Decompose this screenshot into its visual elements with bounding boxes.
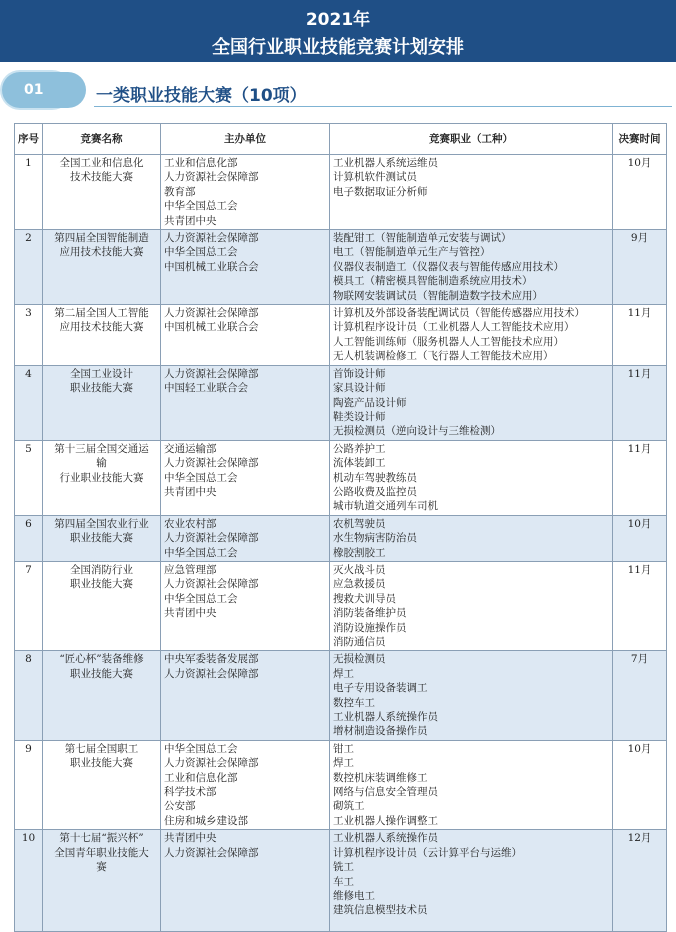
cell-host-units-line: 科学技术部 (164, 786, 217, 799)
col-header-name: 竞赛名称 (43, 124, 161, 155)
cell-host-units-line: 人力资源社会保障部 (164, 578, 259, 591)
cell-host-units-line: 中华全国总工会 (164, 246, 238, 259)
col-header-host: 主办单位 (161, 124, 330, 155)
cell-competition-jobs-line: 物联网安装调试员（智能制造数字技术应用） (333, 289, 543, 302)
cell-final-time: 10月 (613, 740, 667, 829)
cell-host-units-line: 共青团中央 (164, 607, 217, 620)
cell-final-time: 11月 (613, 305, 667, 366)
cell-competition-jobs-line: 砌筑工 (333, 800, 365, 813)
cell-host-units-line: 人力资源社会保障部 (164, 846, 259, 859)
cell-index: 6 (15, 515, 43, 561)
cell-host-units-line: 人力资源社会保障部 (164, 457, 259, 470)
cell-competition-name-line: 全国工业设计 (70, 367, 133, 380)
cell-host-units-line: 中央军委装备发展部 (164, 653, 259, 666)
cell-competition-jobs (330, 365, 613, 440)
cell-competition-jobs (330, 561, 613, 650)
cell-host-units-line: 共青团中央 (164, 485, 217, 498)
cell-host-units (161, 515, 330, 561)
competition-table (14, 123, 667, 932)
cell-host-units (161, 740, 330, 829)
cell-competition-name-line: 职业技能大赛 (70, 532, 133, 545)
cell-competition-jobs (330, 440, 613, 515)
cell-competition-jobs-line: 仪器仪表制造工（仪器仪表与智能传感应用技术） (333, 260, 564, 273)
cell-final-time: 7月 (613, 651, 667, 740)
cell-competition-jobs (330, 830, 613, 932)
cell-host-units-line: 中华全国总工会 (164, 742, 238, 755)
cell-competition-name (43, 440, 161, 515)
cell-competition-name-line: 第七届全国职工 (64, 742, 139, 755)
section-underline (94, 106, 672, 107)
section-header (0, 72, 676, 112)
cell-competition-name-line: 第十三届全国交通运 (54, 442, 149, 455)
cell-host-units-line: 中国机械工业联合会 (164, 260, 259, 273)
cell-host-units-line: 住房和城乡建设部 (164, 814, 248, 827)
cell-host-units-line: 人力资源社会保障部 (164, 232, 259, 245)
cell-host-units-line: 中华全国总工会 (164, 471, 238, 484)
header-banner (0, 0, 676, 62)
cell-competition-jobs-line: 车工 (333, 875, 354, 888)
cell-host-units-line: 人力资源社会保障部 (164, 171, 259, 184)
cell-competition-jobs-line: 模具工（精密模具智能制造系统应用技术） (333, 275, 533, 288)
cell-competition-name-line: 应用技术技能大赛 (59, 321, 144, 334)
cell-competition-jobs-line: 计算机及外部设备装配调试员（智能传感器应用技术） (333, 307, 585, 320)
cell-competition-name-line: 全国工业和信息化 (59, 157, 144, 169)
cell-index: 9 (15, 740, 43, 829)
table-row (15, 440, 667, 515)
cell-competition-jobs (330, 155, 613, 230)
cell-competition-name (43, 155, 161, 230)
cell-index: 2 (15, 230, 43, 305)
cell-competition-jobs-line: 工业机器人操作调整工 (333, 814, 438, 827)
cell-final-time: 11月 (613, 440, 667, 515)
cell-final-time: 11月 (613, 365, 667, 440)
cell-competition-jobs (330, 230, 613, 305)
col-header-jobs: 竞赛职业（工种） (330, 124, 613, 155)
cell-competition-name-line: 第四届全国智能制造 (54, 232, 149, 245)
cell-host-units (161, 365, 330, 440)
cell-index: 10 (15, 830, 43, 932)
table-row (15, 155, 667, 230)
cell-host-units (161, 561, 330, 650)
cell-competition-jobs-line: 钳工 (333, 742, 354, 755)
cell-index: 7 (15, 561, 43, 650)
cell-host-units-line: 中华全国总工会 (164, 546, 238, 559)
cell-host-units-line: 中华全国总工会 (164, 592, 238, 605)
cell-competition-name-line: 职业技能大赛 (70, 382, 133, 395)
cell-competition-jobs-line: 机动车驾驶教练员 (333, 471, 417, 484)
cell-host-units (161, 830, 330, 932)
cell-competition-jobs-line: 工业机器人系统操作员 (333, 832, 438, 845)
cell-competition-jobs-line: 灭火战斗员 (333, 563, 386, 576)
year-title: 2021年 (305, 10, 371, 30)
cell-host-units-line: 人力资源社会保障部 (164, 367, 259, 380)
table-row (15, 561, 667, 650)
col-header-final-time: 决赛时间 (613, 124, 667, 155)
cell-host-units-line: 人力资源社会保障部 (164, 667, 259, 680)
cell-competition-name-line: 技术技能大赛 (70, 171, 133, 184)
cell-competition-jobs-line: 家具设计师 (333, 382, 386, 395)
cell-competition-name (43, 740, 161, 829)
cell-competition-jobs (330, 305, 613, 366)
cell-host-units (161, 651, 330, 740)
cell-competition-name (43, 830, 161, 932)
cell-index: 8 (15, 651, 43, 740)
cell-competition-name-line: 职业技能大赛 (70, 667, 133, 680)
cell-competition-name-line: 应用技术技能大赛 (59, 246, 144, 259)
cell-competition-jobs-line: 装配钳工（智能制造单元安装与调试） (333, 232, 512, 245)
cell-competition-name-line: 第二届全国人工智能 (54, 307, 149, 320)
cell-competition-jobs-line: 应急救援员 (333, 578, 386, 591)
cell-competition-name-line: 全国消防行业 (70, 563, 133, 576)
cell-competition-jobs-line: 消防装备维护员 (333, 607, 407, 620)
cell-competition-jobs (330, 740, 613, 829)
cell-competition-name (43, 305, 161, 366)
table-row (15, 830, 667, 932)
cell-competition-jobs-line: 橡胶割胶工 (333, 546, 386, 559)
section-number: 01 (24, 82, 44, 98)
cell-host-units-line: 中国轻工业联合会 (164, 382, 248, 395)
cell-competition-jobs (330, 515, 613, 561)
cell-host-units-line: 人力资源社会保障部 (164, 532, 259, 545)
cell-competition-jobs-line: 计算机程序设计员（工业机器人人工智能技术应用） (333, 321, 575, 334)
cell-competition-name (43, 365, 161, 440)
cell-competition-name-line: 输 (96, 457, 107, 470)
competition-table-container (14, 123, 666, 932)
cell-host-units-line: 中华全国总工会 (164, 200, 238, 213)
cell-competition-jobs-line: 电子数据取证分析师 (333, 185, 428, 198)
cell-competition-jobs-line: 水生物病害防治员 (333, 532, 417, 545)
cell-competition-jobs-line: 无人机装调检修工（飞行器人工智能技术应用） (333, 350, 554, 363)
cell-host-units (161, 305, 330, 366)
cell-final-time: 10月 (613, 515, 667, 561)
cell-competition-jobs-line: 无损检测员 (333, 653, 386, 666)
cell-final-time: 11月 (613, 561, 667, 650)
cell-host-units-line: 工业和信息化部 (164, 157, 238, 169)
cell-competition-jobs-line: 消防通信员 (333, 636, 386, 648)
cell-competition-jobs-line: 增材制造设备操作员 (333, 725, 428, 738)
cell-competition-jobs-line: 焊工 (333, 667, 354, 680)
cell-host-units (161, 155, 330, 230)
cell-index: 3 (15, 305, 43, 366)
cell-host-units-line: 教育部 (164, 185, 196, 198)
cell-competition-name-line: 职业技能大赛 (70, 757, 133, 770)
cell-competition-name (43, 230, 161, 305)
cell-competition-jobs-line: 鞋类设计师 (333, 410, 386, 423)
cell-host-units-line: 农业农村部 (164, 517, 217, 530)
cell-competition-jobs-line: 电子专用设备装调工 (333, 682, 428, 695)
cell-competition-jobs-line: 流体装卸工 (333, 457, 386, 470)
cell-host-units-line: 工业和信息化部 (164, 771, 238, 784)
cell-competition-name (43, 515, 161, 561)
cell-competition-jobs-line: 维修电工 (333, 889, 375, 902)
cell-host-units-line: 共青团中央 (164, 832, 217, 845)
cell-competition-name-line: 第四届全国农业行业 (54, 517, 149, 530)
cell-competition-jobs-line: 陶瓷产品设计师 (333, 396, 407, 409)
cell-index: 4 (15, 365, 43, 440)
cell-competition-jobs-line: 数控车工 (333, 696, 375, 709)
col-header-index: 序号 (15, 124, 43, 155)
cell-host-units-line: 人力资源社会保障部 (164, 757, 259, 770)
cell-competition-jobs-line: 城市轨道交通列车司机 (333, 500, 438, 513)
cell-competition-jobs-line: 焊工 (333, 757, 354, 770)
cell-final-time: 12月 (613, 830, 667, 932)
cell-competition-jobs-line: 建筑信息模型技术员 (333, 904, 428, 917)
cell-competition-jobs-line: 无损检测员（逆向设计与三维检测） (333, 425, 501, 438)
table-row (15, 651, 667, 740)
table-row (15, 305, 667, 366)
cell-host-units-line: 共青团中央 (164, 214, 217, 227)
table-row (15, 740, 667, 829)
cell-competition-name (43, 561, 161, 650)
cell-competition-jobs-line: 公路收费及监控员 (333, 485, 417, 498)
cell-competition-jobs-line: 公路养护工 (333, 442, 386, 455)
cell-competition-jobs-line: 电工（智能制造单元生产与管控） (333, 246, 491, 259)
cell-competition-jobs-line: 首饰设计师 (333, 367, 386, 380)
table-body (15, 155, 667, 932)
cell-competition-name-line: “匠心杯”装备维修 (59, 653, 144, 666)
section-title: 一类职业技能大赛（10项） (96, 86, 307, 106)
cell-index: 5 (15, 440, 43, 515)
cell-host-units (161, 230, 330, 305)
cell-competition-name-line: 第十七届“振兴杯” (59, 832, 144, 845)
cell-final-time: 9月 (613, 230, 667, 305)
cell-host-units-line: 公安部 (164, 800, 196, 813)
table-row (15, 515, 667, 561)
cell-host-units-line: 交通运输部 (164, 442, 217, 455)
cell-host-units-line: 人力资源社会保障部 (164, 307, 259, 320)
cell-competition-name (43, 651, 161, 740)
cell-index: 1 (15, 155, 43, 230)
cell-competition-name-line: 行业职业技能大赛 (59, 471, 144, 484)
cell-host-units (161, 440, 330, 515)
cell-competition-jobs-line: 人工智能训练师（服务机器人人工智能技术应用） (333, 335, 564, 348)
cell-competition-jobs (330, 651, 613, 740)
cell-competition-jobs-line: 工业机器人系统操作员 (333, 711, 438, 724)
table-row (15, 230, 667, 305)
cell-competition-jobs-line: 铣工 (333, 861, 354, 874)
cell-competition-jobs-line: 搜救犬训导员 (333, 592, 396, 605)
section-number-pill (2, 72, 86, 108)
table-header-row (15, 124, 667, 155)
cell-competition-jobs-line: 网络与信息安全管理员 (333, 786, 438, 799)
cell-host-units-line: 中国机械工业联合会 (164, 321, 259, 334)
cell-competition-name-line: 职业技能大赛 (70, 578, 133, 591)
cell-competition-name-line: 赛 (96, 861, 107, 874)
page-title: 全国行业职业技能竞赛计划安排 (212, 37, 464, 58)
cell-competition-name-line: 全国青年职业技能大 (54, 846, 149, 859)
cell-competition-jobs-line: 农机驾驶员 (333, 517, 386, 530)
cell-competition-jobs-line: 计算机软件测试员 (333, 171, 417, 184)
cell-competition-jobs-line: 工业机器人系统运维员 (333, 157, 438, 169)
table-row (15, 365, 667, 440)
cell-host-units-line: 应急管理部 (164, 563, 217, 576)
cell-competition-jobs-line: 计算机程序设计员（云计算平台与运维） (333, 846, 522, 859)
cell-competition-jobs-line: 数控机床装调维修工 (333, 771, 428, 784)
cell-competition-jobs-line: 消防设施操作员 (333, 621, 407, 634)
cell-final-time: 10月 (613, 155, 667, 230)
